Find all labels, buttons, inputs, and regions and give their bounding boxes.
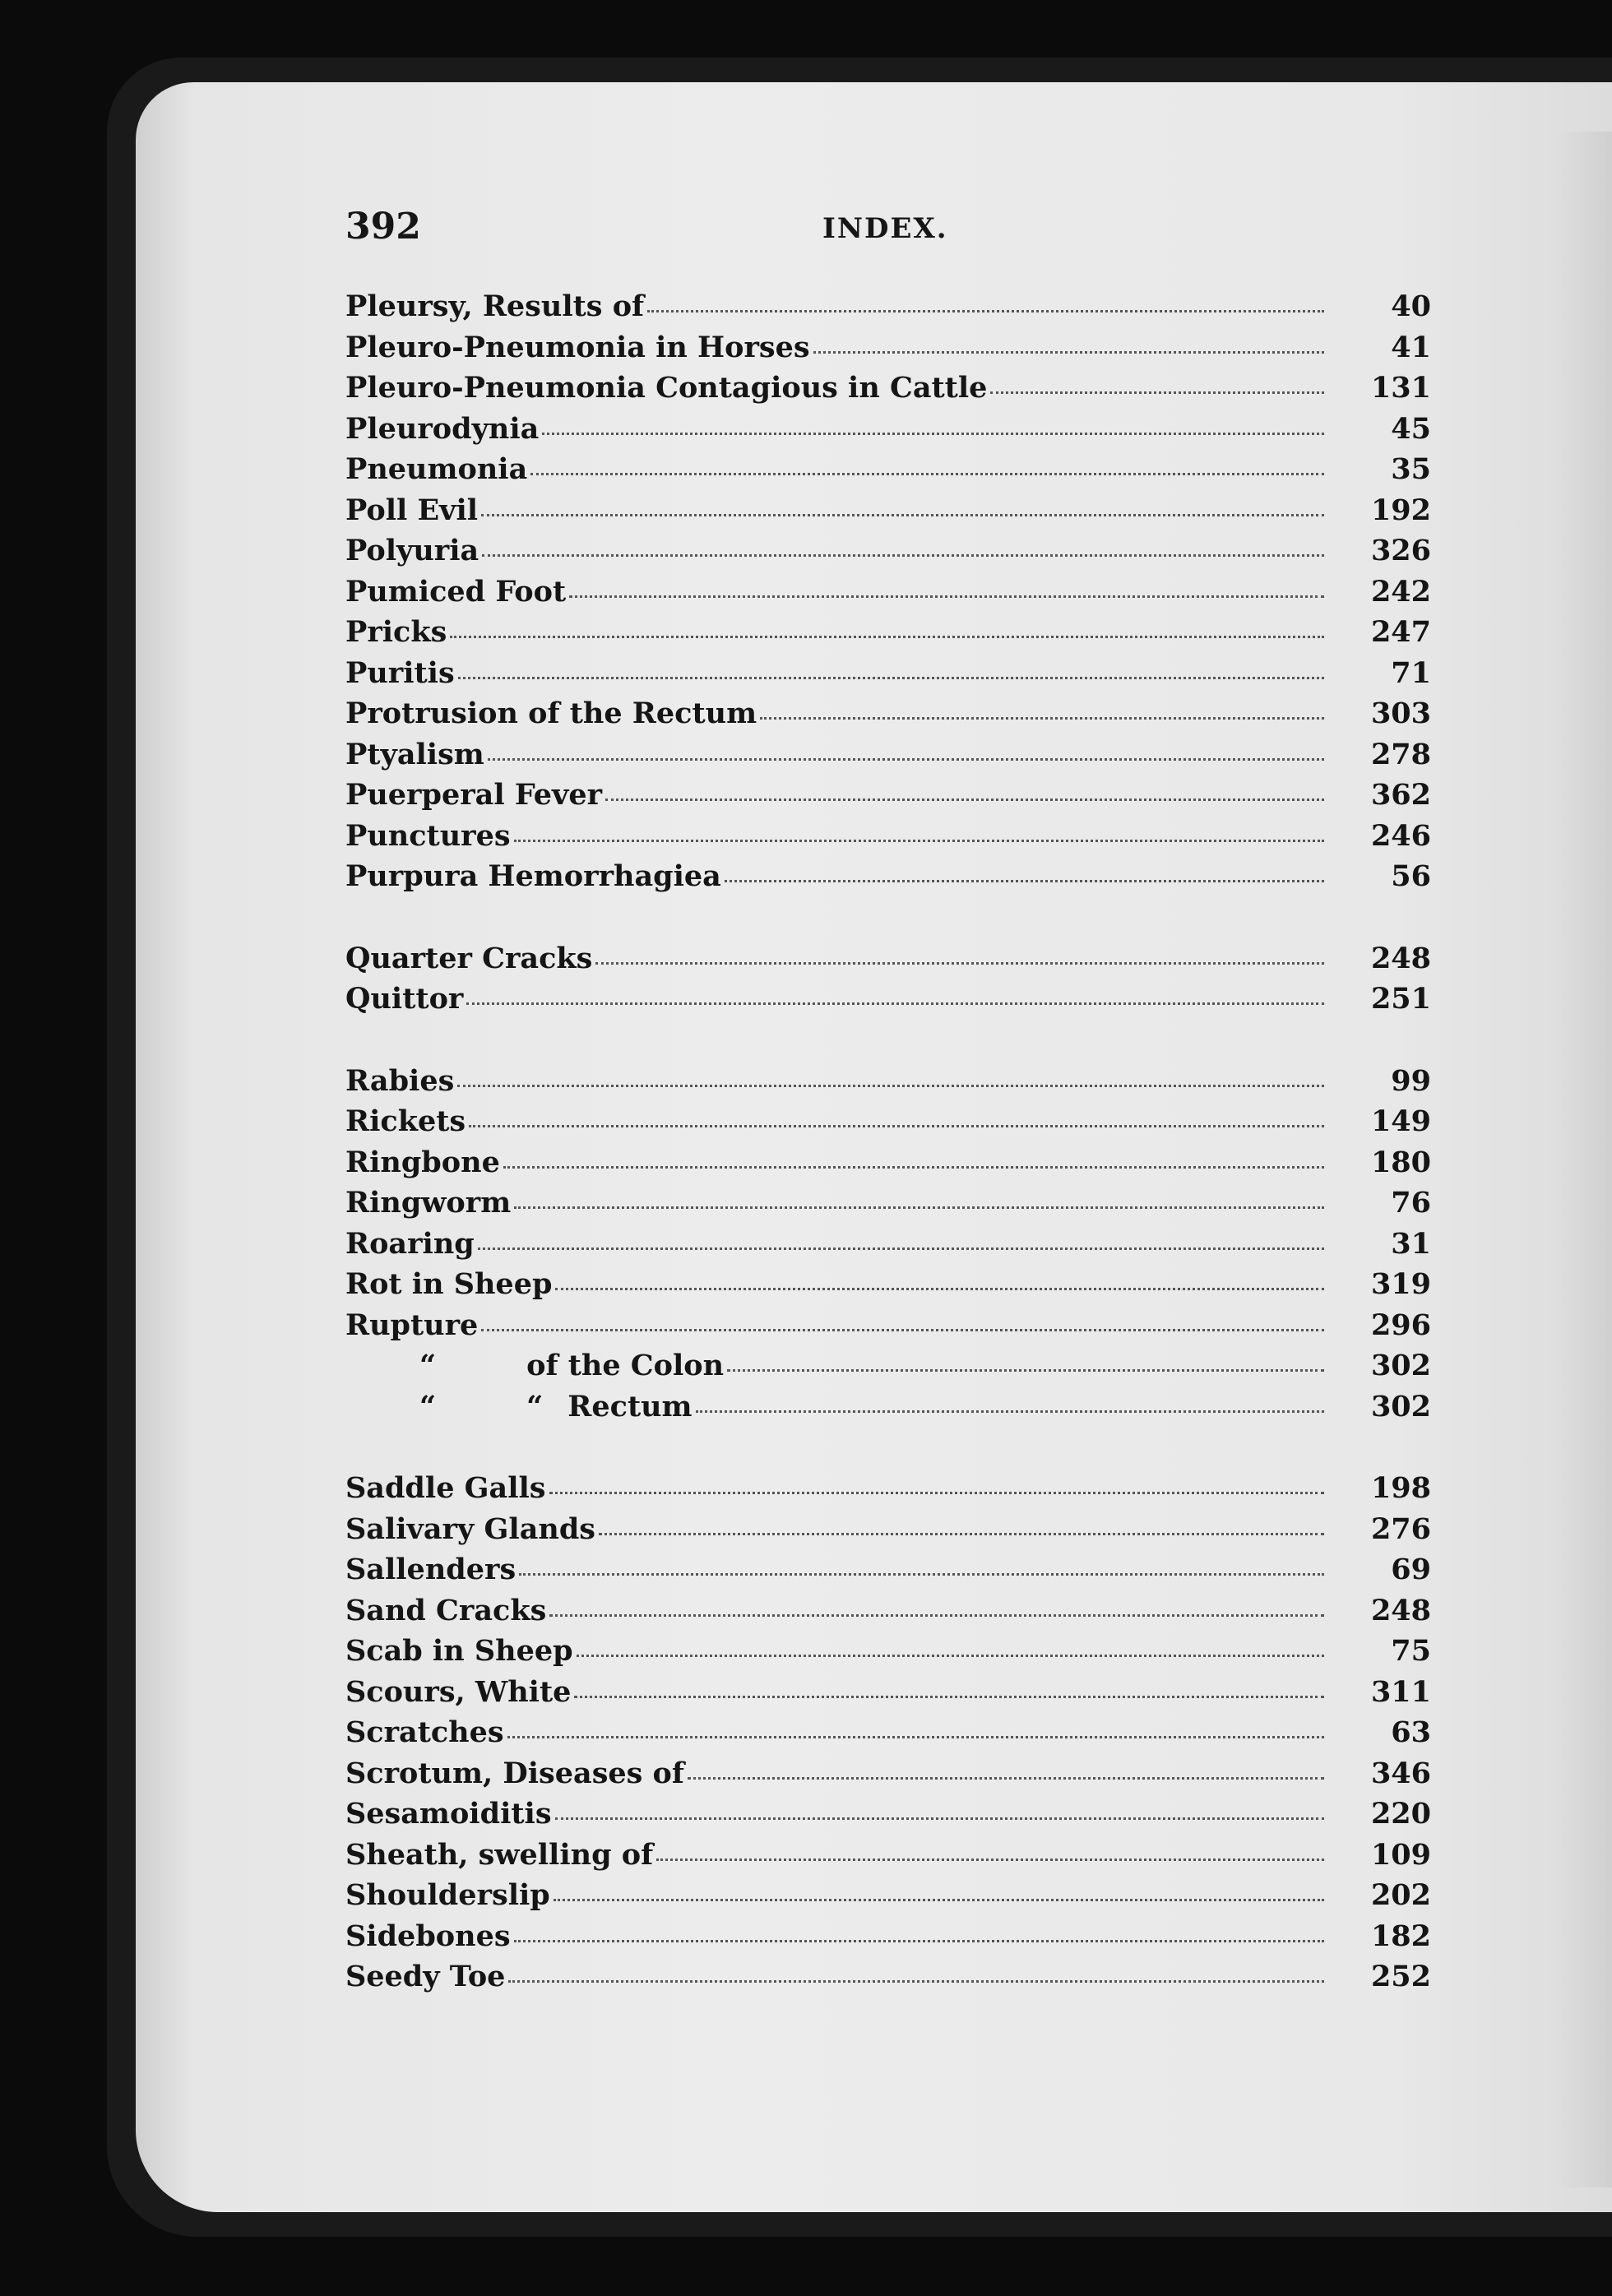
dot-leader [647, 310, 1324, 312]
index-entry [345, 982, 1431, 1023]
dot-leader [507, 1736, 1324, 1738]
dot-leader [478, 1248, 1324, 1250]
entry-term-text: Quittor [345, 982, 464, 1016]
entry-term-text: Protrusion of the Rectum [345, 697, 757, 730]
index-entry [345, 412, 1431, 453]
index-section [345, 1471, 1431, 2001]
entry-page-number: 362 [1370, 778, 1431, 812]
entry-term [345, 982, 463, 1016]
entry-term-text: Ringbone [345, 1145, 500, 1179]
running-head: INDEX. [822, 212, 948, 245]
entry-term [345, 738, 484, 771]
dot-leader [727, 1369, 1324, 1372]
dot-leader [514, 1206, 1324, 1209]
dot-leader [549, 1492, 1324, 1494]
dot-leader [457, 1085, 1324, 1087]
dot-leader [577, 1655, 1324, 1657]
index-entry [345, 1838, 1431, 1879]
entry-term-text: Sesamoiditis [345, 1797, 552, 1831]
entry-term [345, 697, 757, 730]
entry-page-number: 31 [1391, 1226, 1431, 1261]
dot-leader [555, 1288, 1324, 1290]
entry-term-text: Rabies [345, 1063, 455, 1098]
entry-page-number: 149 [1370, 1104, 1431, 1138]
page-header [345, 206, 1431, 255]
entry-term [345, 1715, 504, 1749]
entry-term-text: Ptyalism [345, 737, 484, 771]
dot-leader [688, 1777, 1324, 1780]
index-entry [345, 371, 1431, 412]
dot-leader [466, 1002, 1324, 1005]
entry-page-number: 192 [1370, 493, 1431, 527]
index-entry [345, 1471, 1431, 1512]
index-entry [345, 1757, 1431, 1798]
entry-term-text: Quarter Cracks [345, 941, 593, 975]
entry-term [345, 1634, 573, 1668]
entry-page-number: 303 [1370, 697, 1431, 730]
entry-term-text: Scratches [345, 1715, 504, 1749]
entry-term [345, 778, 602, 812]
entry-term [345, 1390, 693, 1423]
index-entry [345, 697, 1431, 738]
entry-page-number: 252 [1370, 1960, 1431, 1993]
entry-term [345, 1553, 516, 1586]
entry-term [345, 819, 511, 853]
entry-term [345, 1349, 724, 1382]
dot-leader [990, 391, 1324, 394]
entry-page-number: 109 [1370, 1837, 1431, 1872]
entry-page-number: 311 [1370, 1674, 1431, 1709]
entry-page-number: 63 [1391, 1715, 1431, 1749]
entry-term [345, 656, 455, 690]
entry-term [345, 412, 539, 446]
entry-term-text: Rectum [567, 1389, 693, 1423]
entry-term-text: Pleurodynia [345, 411, 540, 446]
entry-term-text: Shoulderslip [345, 1878, 550, 1912]
entry-term [345, 942, 592, 975]
dot-leader [481, 514, 1324, 516]
entry-term [345, 575, 566, 609]
entry-page-number: 35 [1391, 452, 1431, 486]
index-entry [345, 1146, 1431, 1187]
index-entry [345, 1390, 1431, 1431]
index-entry [345, 942, 1431, 983]
entry-page-number: 248 [1370, 941, 1431, 975]
entry-term [345, 1838, 653, 1872]
entry-term-text: Polyuria [345, 534, 479, 567]
index-entry [345, 289, 1431, 331]
entry-page-number: 302 [1370, 1389, 1431, 1423]
dot-leader [760, 717, 1324, 720]
index-entry [345, 859, 1431, 900]
dot-leader [514, 840, 1324, 842]
index-entry [345, 1553, 1431, 1594]
index-entry [345, 819, 1431, 860]
dot-leader [725, 880, 1324, 882]
entry-page-number: 248 [1370, 1593, 1431, 1627]
index-entry [345, 1227, 1431, 1268]
entry-page-number: 319 [1370, 1267, 1431, 1301]
index-entry [345, 1878, 1431, 1919]
dot-leader [554, 1899, 1324, 1901]
entry-term [345, 1104, 466, 1138]
entry-term-text: Scours, White [345, 1674, 572, 1709]
dot-leader [599, 1533, 1324, 1535]
entry-term-text: Pleuro-Pneumonia in Horses [345, 330, 810, 364]
entry-term-text: Saddle Galls [345, 1471, 546, 1505]
entry-page-number: 182 [1370, 1919, 1431, 1953]
entry-term-text: Rickets [345, 1104, 466, 1138]
dot-leader [656, 1859, 1324, 1861]
entry-page-number: 242 [1370, 574, 1431, 609]
index-entry [345, 656, 1431, 697]
entry-page-number: 198 [1370, 1471, 1431, 1505]
entry-term [345, 1919, 511, 1953]
index-section [345, 942, 1431, 1023]
entry-term-text: Sand Cracks [345, 1593, 547, 1627]
ditto-mark: “ [526, 1389, 544, 1423]
index-entry [345, 1308, 1431, 1349]
entry-page-number: 202 [1370, 1878, 1431, 1912]
dot-leader [696, 1410, 1324, 1413]
dot-leader [555, 1817, 1324, 1820]
dot-leader [813, 351, 1324, 354]
entry-term [345, 1267, 552, 1301]
entry-term [345, 859, 721, 893]
entry-page-number: 180 [1370, 1145, 1431, 1179]
dot-leader [519, 1573, 1324, 1576]
index-entry [345, 1064, 1431, 1105]
entry-term-text: Pleursy, Results of [345, 289, 645, 323]
dot-leader [569, 595, 1324, 598]
entry-term [345, 1227, 475, 1261]
entry-term-text: Puerperal Fever [345, 778, 603, 812]
entry-term-text: Rupture [345, 1308, 479, 1342]
ditto-mark: “ [419, 1389, 437, 1423]
index-entry [345, 452, 1431, 493]
entry-term-text: Salivary Glands [345, 1511, 596, 1546]
entry-page-number: 40 [1391, 289, 1431, 323]
index-entry [345, 1715, 1431, 1757]
entry-term-text: Roaring [345, 1226, 475, 1261]
entry-term [345, 1675, 571, 1709]
dot-leader [488, 758, 1324, 761]
entry-term-text: Pumiced Foot [345, 574, 567, 609]
index-entry [345, 1349, 1431, 1390]
entry-term [345, 493, 478, 527]
entry-term-text: Pricks [345, 615, 447, 649]
entry-page-number: 69 [1391, 1553, 1431, 1586]
dot-leader [530, 473, 1324, 475]
index-entry [345, 1675, 1431, 1716]
dot-leader [542, 433, 1324, 435]
page-edge-shadow [1554, 132, 1612, 2187]
index-entry [345, 1634, 1431, 1675]
entry-page-number: 56 [1391, 859, 1431, 893]
entry-term [345, 289, 644, 323]
entry-term [345, 534, 479, 567]
entry-term-text: Puritis [345, 655, 455, 690]
entry-term [345, 1512, 595, 1546]
entry-term [345, 1186, 511, 1220]
index-entry [345, 1104, 1431, 1146]
entry-term-text: Punctures [345, 818, 511, 853]
index-entry [345, 1919, 1431, 1960]
entry-term [345, 1757, 684, 1790]
dot-leader [469, 1125, 1324, 1127]
ditto-mark: “ [419, 1349, 437, 1382]
entry-page-number: 296 [1370, 1308, 1431, 1342]
index-entry [345, 615, 1431, 656]
index-entry [345, 778, 1431, 819]
index-entry [345, 575, 1431, 616]
entry-term-text: Sallenders [345, 1553, 516, 1586]
dot-leader [549, 1614, 1324, 1617]
entry-term-text: Scrotum, Diseases of [345, 1756, 684, 1790]
entry-term-text: Pneumonia [345, 452, 528, 486]
entry-term [345, 1308, 478, 1342]
entry-page-number: 75 [1391, 1634, 1431, 1668]
index-entry [345, 738, 1431, 779]
entry-page-number: 76 [1391, 1186, 1431, 1220]
entry-term [345, 1960, 505, 1993]
entry-term-text: Pleuro-Pneumonia Contagious in Cattle [345, 371, 988, 405]
entry-term [345, 1471, 546, 1505]
entry-page-number: 99 [1391, 1063, 1431, 1098]
entry-term [345, 331, 810, 364]
entry-page-number: 302 [1370, 1349, 1431, 1382]
entry-page-number: 326 [1370, 534, 1431, 567]
entry-term [345, 615, 447, 649]
index-entry [345, 1186, 1431, 1227]
entry-term [345, 452, 527, 486]
index-entries [345, 289, 1431, 2042]
entry-page-number: 41 [1391, 330, 1431, 364]
entry-term-text: Scab in Sheep [345, 1634, 573, 1668]
page-number: 392 [345, 206, 421, 248]
dot-leader [458, 677, 1324, 679]
entry-term-text: Sheath, swelling of [345, 1837, 654, 1872]
entry-term-text: Ringworm [345, 1186, 512, 1220]
dot-leader [574, 1696, 1324, 1698]
entry-term [345, 1146, 500, 1179]
index-entry [345, 1960, 1431, 2001]
entry-page-number: 278 [1370, 737, 1431, 771]
index-entry [345, 331, 1431, 372]
entry-term-text: Sidebones [345, 1919, 511, 1953]
entry-page-number: 220 [1370, 1797, 1431, 1831]
dot-leader [514, 1940, 1324, 1942]
dot-leader [503, 1166, 1324, 1169]
index-section [345, 289, 1431, 900]
entry-term [345, 1878, 550, 1912]
entry-term [345, 1064, 454, 1098]
dot-leader [595, 962, 1324, 965]
entry-term-text: Purpura Hemorrhagiea [345, 859, 721, 893]
entry-page-number: 45 [1391, 411, 1431, 446]
dot-leader [605, 799, 1324, 801]
entry-page-number: 246 [1370, 818, 1431, 853]
entry-term [345, 1797, 552, 1831]
index-entry [345, 1797, 1431, 1838]
entry-term-text: Seedy Toe [345, 1960, 506, 1993]
entry-page-number: 276 [1370, 1511, 1431, 1546]
index-entry [345, 1267, 1431, 1308]
index-entry [345, 493, 1431, 535]
index-section [345, 1064, 1431, 1431]
dot-leader [482, 554, 1324, 557]
entry-term-text: Rot in Sheep [345, 1267, 553, 1301]
entry-page-number: 247 [1370, 615, 1431, 649]
index-entry [345, 1512, 1431, 1553]
entry-page-number: 131 [1370, 371, 1431, 405]
entry-page-number: 346 [1370, 1756, 1431, 1790]
entry-page-number: 71 [1391, 655, 1431, 690]
index-entry [345, 534, 1431, 575]
dot-leader [481, 1329, 1324, 1331]
entry-page-number: 251 [1370, 982, 1431, 1016]
dot-leader [450, 636, 1324, 638]
dot-leader [508, 1980, 1324, 1983]
entry-term-text: Poll Evil [345, 493, 479, 527]
entry-term-text: of the Colon [526, 1349, 725, 1382]
entry-term [345, 371, 987, 405]
index-entry [345, 1594, 1431, 1635]
entry-term [345, 1594, 546, 1627]
